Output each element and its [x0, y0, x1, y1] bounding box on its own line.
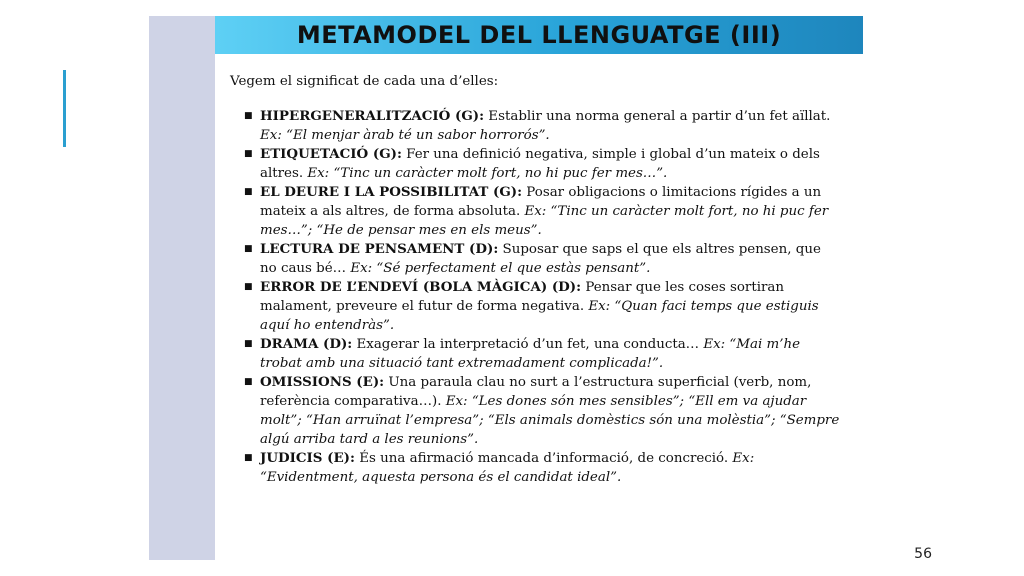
accent-line — [63, 70, 66, 147]
item-example: Ex: “Quan faci temps que estiguis aquí ho entendràs”. — [260, 299, 819, 333]
item-term: LECTURA DE PENSAMENT (D): — [260, 241, 499, 257]
item-definition: Fer una definició negativa, simple i global d’un mateix o dels altres. — [260, 147, 820, 181]
item-example: Ex: “Evidentment, aquesta persona és el candidat ideal”. — [260, 451, 755, 485]
bullet-icon: ■ — [244, 339, 253, 349]
item-definition: És una afirmació mancada d’informació, de concreció. — [354, 451, 733, 466]
bullet-icon: ■ — [244, 149, 253, 159]
definition-list — [230, 107, 840, 487]
list-item — [230, 240, 840, 278]
item-term: EL DEURE I LA POSSIBILITAT (G): — [260, 184, 523, 200]
item-example: Ex: “El menjar àrab té un sabor horrorós”. — [260, 128, 550, 143]
list-item — [230, 335, 840, 373]
item-example: Ex: “Mai m’he trobat amb una situació tant extremadament complicada!”. — [260, 337, 801, 371]
item-definition: Posar obligacions o limitacions rígides a un mateix a als altres, de forma absoluta. — [260, 185, 822, 219]
bullet-icon: ■ — [244, 187, 253, 197]
list-item — [230, 107, 840, 145]
bullet-icon: ■ — [244, 377, 253, 387]
item-definition: Suposar que saps el que els altres pensen, que no caus bé… — [260, 242, 821, 276]
item-term: HIPERGENERALITZACIÓ (G): — [260, 108, 485, 124]
item-example: Ex: “Sé perfectament el que estàs pensant”. — [350, 261, 651, 276]
list-item — [230, 373, 840, 449]
item-example: Ex: “Tinc un caràcter molt fort, no hi puc fer mes…”. — [307, 166, 668, 181]
bullet-icon: ■ — [244, 282, 253, 292]
item-term: ETIQUETACIÓ (G): — [260, 146, 402, 162]
item-term: DRAMA (D): — [260, 336, 353, 352]
bullet-icon: ■ — [244, 244, 253, 254]
item-definition: Pensar que les coses sortiran malament, preveure el futur de forma negativa. — [260, 280, 784, 314]
item-term: JUDICIS (E): — [260, 450, 355, 466]
item-definition: Exagerar la interpretació d’un fet, una conducta… — [352, 337, 704, 352]
list-item — [230, 278, 840, 335]
item-term: OMISSIONS (E): — [260, 374, 385, 390]
item-definition: Establir una norma general a partir d’un fet aïllat. — [484, 109, 831, 124]
title-bar — [215, 16, 863, 54]
item-example: Ex: “Les dones són mes sensibles”; “Ell em va ajudar molt”; “Han arruïnat l’empresa”; “Els animals domèstics són una molèstia”; “Sempre algú arriba tard a les reunions”. — [260, 394, 840, 447]
item-term: ERROR DE L’ENDEVÍ (BOLA MÀGICA) (D): — [260, 279, 582, 295]
page-number: 56 — [914, 546, 932, 562]
bullet-icon: ■ — [244, 453, 253, 463]
list-item — [230, 449, 840, 487]
slide-title: METAMODEL DEL LLENGUATGE (III) — [296, 21, 782, 49]
list-item — [230, 145, 840, 183]
intro-text: Vegem el significat de cada una d’elles: — [230, 74, 499, 89]
bullet-icon: ■ — [244, 111, 253, 121]
item-definition: Una paraula clau no surt a l’estructura superficial (verb, nom, referència comparativa…). — [260, 375, 812, 409]
item-example: Ex: “Tinc un caràcter molt fort, no hi puc fer mes…”; “He de pensar mes en els meus”. — [260, 204, 829, 238]
slide-content — [230, 72, 840, 487]
side-band — [149, 16, 215, 560]
list-item — [230, 183, 840, 240]
